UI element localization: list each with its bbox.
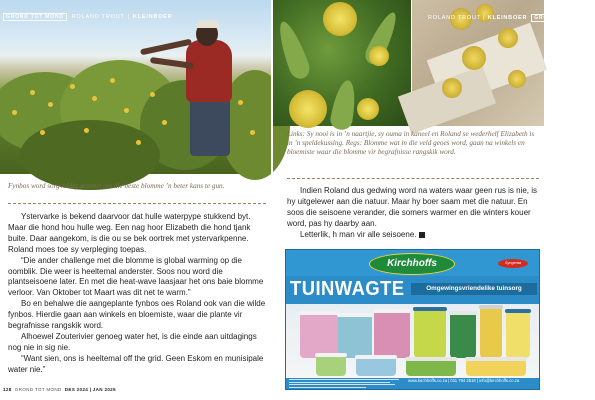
header-section: KLEINBOER bbox=[487, 15, 528, 21]
product-tub bbox=[338, 316, 372, 358]
product-tub bbox=[316, 356, 346, 376]
product-tub bbox=[356, 358, 396, 376]
product-tub bbox=[414, 310, 446, 358]
flower-closeup-photo bbox=[273, 0, 411, 126]
header-section: KLEINBOER bbox=[132, 14, 173, 20]
footer-publication: GROND TOT MOND bbox=[14, 387, 62, 392]
product-tub bbox=[406, 360, 456, 376]
kirchhoffs-advertisement[interactable] bbox=[285, 249, 540, 390]
product-lineup bbox=[286, 304, 539, 378]
product-tub bbox=[450, 314, 476, 358]
paragraph: Alhoewel Zouterivier genoeg water het, is die einde aan uitdagings nog nie in sig nie. bbox=[8, 331, 257, 352]
product-tub bbox=[480, 308, 502, 358]
paragraph: “Want sien, ons is heeltemal off the grid. Geen Eskom en munisipale water nie.” bbox=[8, 353, 264, 374]
paragraph: “Die ander challenge met die blomme is global warming op die oomblik. Die weer is heeltemal anderster. Soos nou word die plantseisoene later. En met die heat-wave laasjaar het ons baie blomme verloor. Van Oktober tot Maart was dit net te warm.” bbox=[8, 255, 264, 298]
end-mark-icon: ■ bbox=[419, 232, 425, 238]
paragraph: Ystervarke is bekend daarvoor dat hulle waterpype stukkend byt. Maar die hond hou hulle weg. Een nag hoor Elizabeth die hond tjank buite. Daar aangekom, is die ou se bek oortrek met ystervarkpenne. Roland moes toe sy verpleging toepas. bbox=[8, 212, 251, 254]
header-author: ROLAND TROUT bbox=[428, 15, 481, 21]
article-body-left bbox=[8, 212, 266, 376]
page-header-right: ROLAND TROUT | KLEINBOER GROND TOT MOND bbox=[428, 14, 595, 22]
closing-line: Letterlik, h man vir alle seisoene. bbox=[300, 229, 417, 239]
farmer-photo bbox=[0, 0, 271, 174]
paragraph: Bo en behalwe die aangeplante fynbos oes Roland ook van die wilde fynbos. Hierdie gaan aan winkels en bloemiste, waar die plante vir begrafnisse rangskik word. bbox=[8, 299, 266, 331]
magazine-logo: GROND TOT MOND bbox=[3, 13, 67, 21]
magazine-logo: GROND TOT MOND bbox=[531, 14, 595, 22]
syngenta-badge: Syngenta bbox=[498, 259, 528, 268]
ad-fineprint bbox=[289, 379, 399, 387]
product-tub bbox=[466, 360, 526, 376]
paragraph-final bbox=[287, 230, 539, 241]
paragraph: Indien Roland dus gedwing word na waters waar geen rus is nie, is hy uitgelewer aan die natuur. Maar hy boer saam met die natuur. En soos die seisoene verander, die somers warmer en die winters kouer word, pas hy daarby aan. bbox=[287, 186, 538, 228]
caption-divider bbox=[8, 203, 266, 204]
page-footer bbox=[3, 387, 116, 392]
footer-issue: DES 2024 | JAN 2025 bbox=[64, 387, 116, 392]
ad-title: TUINWAGTE bbox=[290, 278, 405, 300]
kirchhoffs-logo: Kirchhoffs bbox=[369, 253, 455, 275]
article-body-right bbox=[287, 186, 539, 241]
photo-caption-right: Links: Sy nooi is in ’n naartjie, sy ouma in kaneel en Roland se wederhelf Elizabeth is in ’n speldekussing. Regs: Blomme wat in die veld geoes word, gaan na winkels en bloemiste waar die blomme vir begrafnisse rangskik word. bbox=[287, 130, 535, 157]
ad-subtitle: Omgewingsvriendelike tuinsorg bbox=[411, 283, 537, 295]
ad-contact[interactable]: www.kirchhoffs.co.za | 011 794 2516 | info@kirchhoffs.co.za bbox=[408, 378, 520, 383]
page-number: 128 bbox=[3, 387, 12, 392]
photo-caption: Fynbos word sorgvuldig gesnoei om die beste blomme ’n beter kans te gun. bbox=[8, 182, 225, 190]
product-tub bbox=[506, 312, 530, 358]
product-tub bbox=[374, 312, 410, 358]
header-author: ROLAND TROUT bbox=[71, 14, 125, 20]
product-tub bbox=[300, 314, 338, 358]
caption-divider bbox=[287, 178, 539, 179]
page-header: GROND TOT MOND ROLAND TROUT | KLEINBOER bbox=[3, 13, 173, 21]
